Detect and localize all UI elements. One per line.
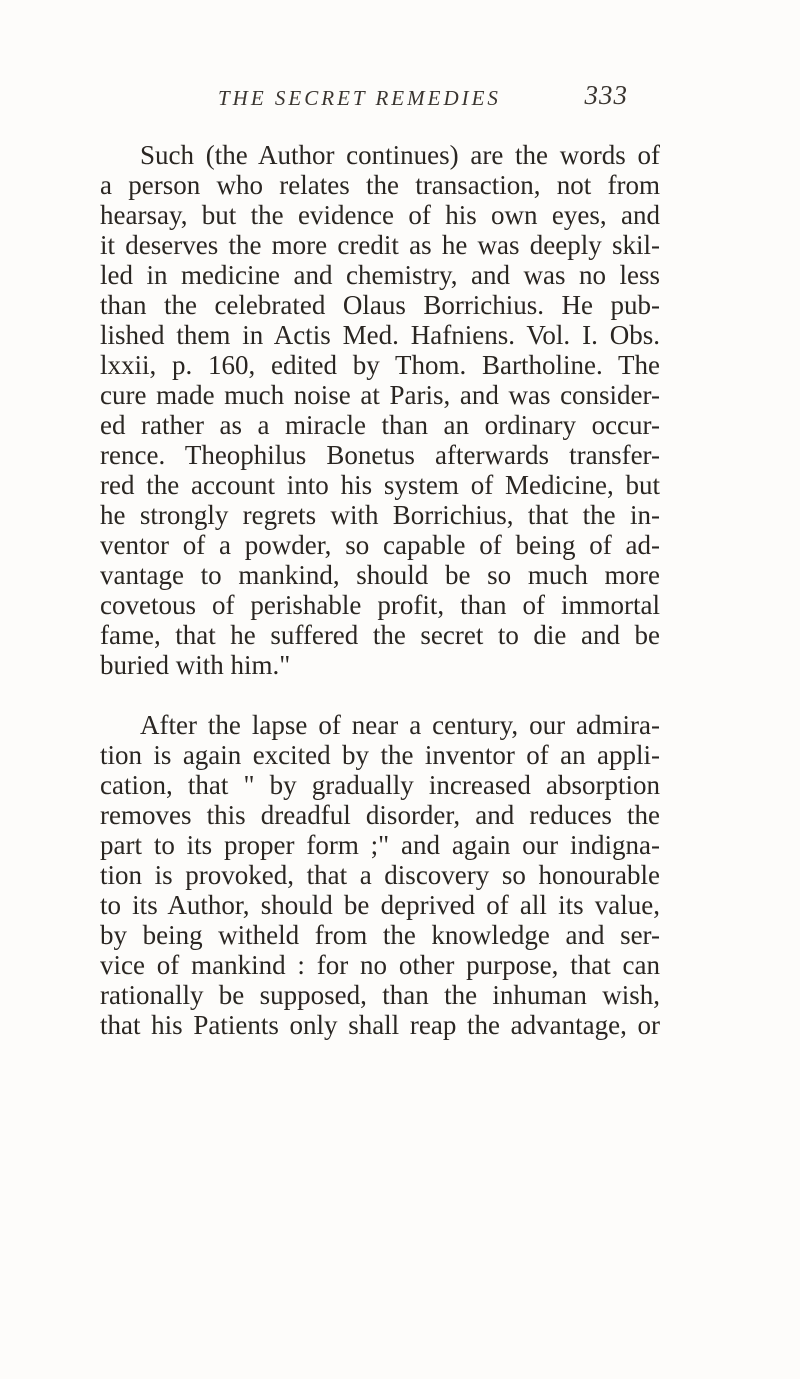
text-line: rationally be supposed, than the inhuman wish, bbox=[100, 980, 660, 1010]
text-line: red the account into his system of Medicine, but bbox=[100, 470, 660, 500]
text-line: vice of mankind : for no other purpose, that can bbox=[100, 950, 660, 980]
paragraph-2 bbox=[100, 710, 660, 1040]
text-line: Such (the Author continues) are the words of bbox=[140, 140, 660, 170]
text-line: ed rather as a miracle than an ordinary occur- bbox=[100, 410, 660, 440]
paragraph-spacer bbox=[100, 680, 660, 710]
text-line: buried with him." bbox=[100, 650, 291, 680]
paragraph-1 bbox=[100, 140, 660, 680]
text-line: covetous of perishable profit, than of immortal bbox=[100, 590, 660, 620]
text-line: cure made much noise at Paris, and was consider- bbox=[100, 380, 660, 410]
text-line: hearsay, but the evidence of his own eyes, and bbox=[100, 200, 660, 230]
text-line: by being witheld from the knowledge and ser- bbox=[100, 920, 660, 950]
text-line: cation, that " by gradually increased absorption bbox=[100, 770, 660, 800]
text-line: rence. Theophilus Bonetus afterwards transfer- bbox=[100, 440, 660, 470]
text-line: to its Author, should be deprived of all its value, bbox=[100, 890, 660, 920]
text-line: he strongly regrets with Borrichius, that the in- bbox=[100, 500, 660, 530]
text-line: vantage to mankind, should be so much more bbox=[100, 560, 660, 590]
text-line: fame, that he suffered the secret to die and be bbox=[100, 620, 660, 650]
body-text bbox=[100, 140, 660, 1040]
running-head bbox=[200, 78, 640, 118]
text-line: it deserves the more credit as he was deeply skil- bbox=[100, 230, 660, 260]
page-number: 333 bbox=[584, 80, 628, 110]
text-line: than the celebrated Olaus Borrichius. He pub- bbox=[100, 290, 660, 320]
text-line: After the lapse of near a century, our admira- bbox=[140, 710, 660, 740]
text-line: tion is again excited by the inventor of an appli- bbox=[100, 740, 660, 770]
text-line: that his Patients only shall reap the advantage, or bbox=[100, 1010, 660, 1040]
text-line: ventor of a powder, so capable of being of ad- bbox=[100, 530, 660, 560]
text-line: lished them in Actis Med. Hafniens. Vol. I. Obs. bbox=[100, 320, 660, 350]
text-line: removes this dreadful disorder, and reduces the bbox=[100, 800, 660, 830]
text-line: part to its proper form ;" and again our indigna- bbox=[100, 830, 660, 860]
text-line: led in medicine and chemistry, and was no less bbox=[100, 260, 660, 290]
text-line: a person who relates the transaction, not from bbox=[100, 170, 660, 200]
text-line: tion is provoked, that a discovery so honourable bbox=[100, 860, 660, 890]
text-line: lxxii, p. 160, edited by Thom. Bartholine. The bbox=[100, 350, 660, 380]
running-title: THE SECRET REMEDIES bbox=[218, 86, 501, 110]
